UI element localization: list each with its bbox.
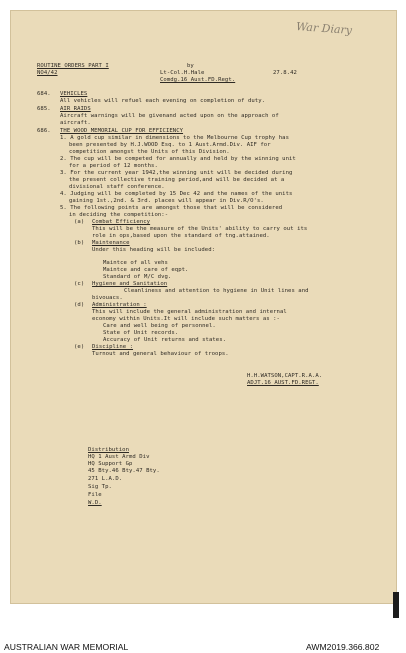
orders-number: NO4/42 xyxy=(37,70,58,76)
point-d-item: Accuracy of Unit returns and states. xyxy=(103,337,227,343)
point-d-title: Administration : xyxy=(92,302,147,308)
order-686-line: gaining 1st.,2nd. & 3rd. places will appear in Div.R/O's. xyxy=(69,198,264,204)
order-684-number: 684. xyxy=(37,91,51,97)
point-b-text: Under this heading will be included: xyxy=(92,247,216,253)
distribution-item: File xyxy=(88,492,102,498)
point-b-item: Maintce and care of eqpt. xyxy=(103,267,189,273)
distribution-item: Sig Tp. xyxy=(88,484,112,490)
signatory-name: H.H.WATSON,CAPT.R.A.A. xyxy=(247,373,323,379)
unit-designation: Comdg.16 Aust.FD.Regt. xyxy=(160,77,236,83)
point-c-title: Hygiene and Sanitation xyxy=(92,281,168,287)
order-685-text: Aircraft warnings will be givenand acted upon on the approach of xyxy=(60,113,279,119)
header-by: by xyxy=(187,63,194,69)
point-b-item: Maintce of all vehs xyxy=(103,260,168,266)
archive-source: AUSTRALIAN WAR MEMORIAL xyxy=(4,642,129,652)
order-686-line: competition amongst the Units of this Division. xyxy=(69,149,230,155)
order-686-line: 2. The cup will be competed for annually and held by the winning unit xyxy=(60,156,296,162)
page-edge-strip xyxy=(393,592,399,618)
point-a-label: (a) xyxy=(74,219,85,225)
order-685-text: aircraft. xyxy=(60,120,91,126)
point-c-text: Cleanliness and attention to hygiene in Unit lines and xyxy=(124,288,309,294)
point-b-item: Standard of M/C dvg. xyxy=(103,274,172,280)
point-d-item: Care and well being of personnel. xyxy=(103,323,216,329)
point-c-text: bivouacs. xyxy=(92,295,123,301)
point-d-text: This will include the general administration and internal xyxy=(92,309,287,315)
signatory-role: ADJT.16 AUST.FD.REGT. xyxy=(247,380,319,386)
distribution-item: HQ Support Gp xyxy=(88,461,133,467)
order-686-line: the present collective training period,and will be decided at a xyxy=(69,177,285,183)
order-685-title: AIR RAIDS xyxy=(60,106,91,112)
order-686-number: 686. xyxy=(37,128,51,134)
distribution-item: 271 L.A.D. xyxy=(88,476,123,482)
order-684-text: All vehicles will refuel each evening on completion of duty. xyxy=(60,98,266,104)
order-684-title: VEHICLES xyxy=(60,91,88,97)
point-a-title: Combat Efficiency xyxy=(92,219,151,225)
point-c-label: (c) xyxy=(74,281,85,287)
distribution-item: W.D. xyxy=(88,500,102,506)
point-d-text: economy within Units.It will include such matters as :- xyxy=(92,316,280,322)
point-e-text: Turnout and general behaviour of troops. xyxy=(92,351,229,357)
order-686-line: divisional staff conference. xyxy=(69,184,165,190)
distribution-item: HQ 1 Aust Armd Div xyxy=(88,454,150,460)
distribution-title: Distribution xyxy=(88,447,130,453)
order-686-line: 3. For the current year 1942,the winning unit will be decided during xyxy=(60,170,293,176)
point-b-title: Maintenance xyxy=(92,240,130,246)
commanding-officer: Lt-Col.H.Hale xyxy=(160,70,205,76)
point-a-text: role in ops,based upon the standard of tng.attained. xyxy=(92,233,270,239)
distribution-item: 45 Bty.46 Bty.47 Bty. xyxy=(88,468,160,474)
order-686-line: 5. The following points are amongst those that will be considered xyxy=(60,205,283,211)
order-686-line: for a period of 12 months. xyxy=(69,163,158,169)
point-b-label: (b) xyxy=(74,240,85,246)
order-date: 27.8.42 xyxy=(273,70,297,76)
point-d-item: State of Unit records. xyxy=(103,330,179,336)
order-686-line: in deciding the competition:- xyxy=(69,212,169,218)
point-e-title: Discipline : xyxy=(92,344,134,350)
point-d-label: (d) xyxy=(74,302,85,308)
handwritten-note: War Diary xyxy=(295,20,353,37)
point-a-text: This will be the measure of the Units' ability to carry out its xyxy=(92,226,308,232)
order-686-line: 4. Judging will be completed by 15 Dec 42 and the names of the units xyxy=(60,191,293,197)
order-685-number: 685. xyxy=(37,106,51,112)
order-686-line: 1. A gold cup similar in dimensions to the Melbourne Cup trophy has xyxy=(60,135,289,141)
order-686-line: been presented by H.J.WOOD Esq. to 1 Aust.Armd.Div. AIF for xyxy=(69,142,271,148)
point-e-label: (e) xyxy=(74,344,85,350)
orders-title: ROUTINE ORDERS PART I xyxy=(37,63,109,69)
order-686-title: THE WOOD MEMORIAL CUP FOR EFFICIENCY xyxy=(60,128,184,134)
archive-reference: AWM2019.366.802 xyxy=(306,642,380,652)
